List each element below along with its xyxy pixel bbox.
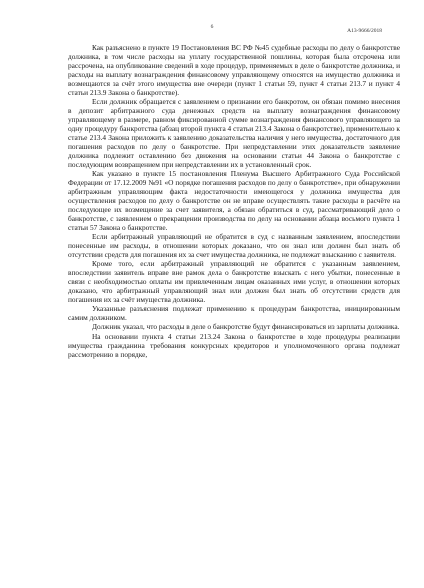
paragraph: Если арбитражный управляющий не обратится в суд с названным заявлением, впоследствии понесенные им расходы, в отношении которых доказано, что он знал или должен был знать об отсутствии средств для погашения их за счет имущества должника, не подлежат взысканию с заявителя.	[68, 232, 400, 260]
paragraph: Указанные разъяснения подлежат применению к процедурам банкротства, инициированным самим должником.	[68, 304, 400, 323]
paragraph: Должник указал, что расходы в деле о банкротстве будут финансироваться из зарплаты должника.	[92, 322, 400, 332]
paragraph: На основании пункта 4 статьи 213.24 Закона о банкротстве в ходе процедуры реализации имущества гражданина требования конкурсных кредиторов и уполномоченного органа подлежат рассмотрению в порядке,	[68, 331, 400, 359]
paragraph: Как указано в пункте 15 постановления Пленума Высшего Арбитражного Суда Российской Федерации от 17.12.2009 №91 «О порядке погашения расходов по делу о банкротстве», при обнаружении арбитражным управляющим факта недостаточности имеющегося у должника имущества для осуществления расходов по делу о банкротстве он не вправе осуществлять такие расходы в расчёте на последующее их возмещение за счет заявителя, а обязан обратиться в суд, рассматривающий дело о банкротстве, с заявлением о прекращении производства по делу на основании абзаца восьмого пункта 1 статьи 57 Закона о банкротстве.	[68, 169, 400, 233]
case-number: А13-9666/2018	[347, 28, 382, 34]
document-body	[68, 43, 400, 359]
paragraph: Кроме того, если арбитражный управляющий не обратится с указанным заявлением, впоследствии заявитель вправе вне рамок дела о банкротстве взыскать с него убытки, понесенные в связи с необходимостью оплаты им привлеченным лицам оказанных ими услуг, в отношении которых доказано, что арбитражный управляющий знал или должен был знать об отсутствии средств для погашения их за счёт имущества должника.	[68, 259, 400, 305]
paragraph: Как разъяснено в пункте 19 Постановления ВС РФ №45 судебные расходы по делу о банкротстве должника, в том числе расходы на уплату государственной пошлины, которая была отсрочена или рассрочена, на опубликование сведений в ходе процедур, применяемых в деле о банкротстве должника, и расходы на выплату вознаграждения финансовому управляющему относятся на имущество должника и возмещаются за счёт этого имущества вне очереди (пункт 1 статьи 59, пункт 4 статьи 213.7 и пункт 4 статьи 213.9 Закона о банкротстве).	[68, 43, 400, 98]
page-number: 6	[210, 24, 214, 30]
paragraph: Если должник обращается с заявлением о признании его банкротом, он обязан помимо внесения в депозит арбитражного суда денежных средств на выплату вознаграждения финансовому управляющему в размере, равном фиксированной сумме вознаграждения финансового управляющего за одну процедуру банкротства (абзац второй пункта 4 статьи 213.4 Закона о банкротстве), применительно к статье 213.4 Закона приложить к заявлению доказательства наличия у него имущества, достаточного для погашения расходов по делу о банкротстве. При непредставлении этих доказательств заявление должника подлежит оставлению без движения на основании статьи 44 Закона о банкротстве с последующим возвращением при непредставлении их в установленный срок.	[68, 97, 400, 170]
